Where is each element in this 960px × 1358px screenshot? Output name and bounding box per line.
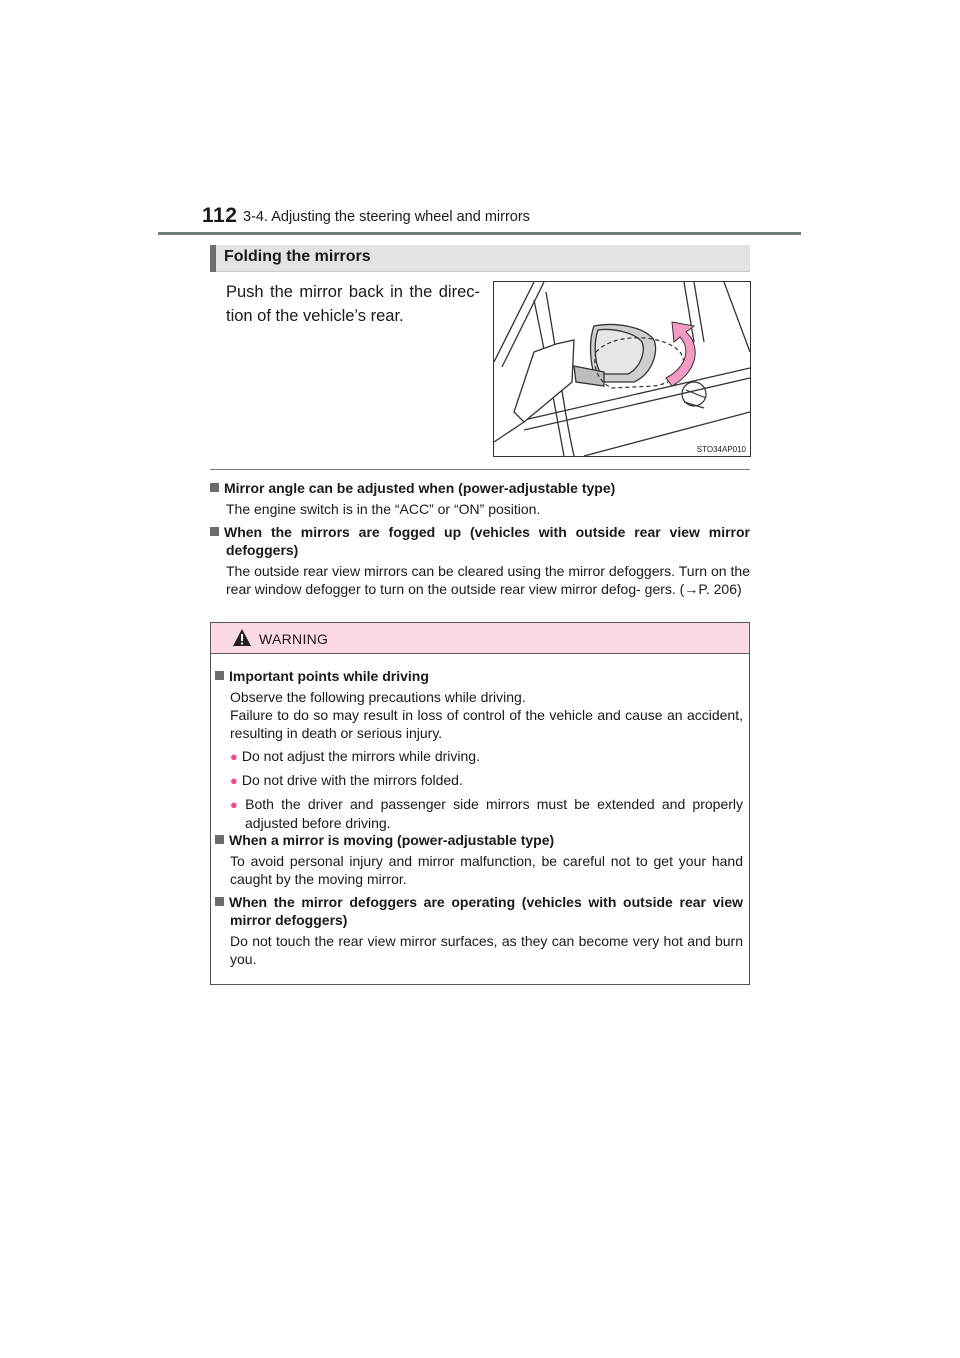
warning-label: WARNING xyxy=(259,631,329,647)
warning-item-1 xyxy=(215,667,743,832)
note-1 xyxy=(210,479,750,518)
header-divider xyxy=(158,232,801,235)
warning-item-heading: When the mirror defoggers are operating (vehicles with outside rear view mirror defoggers) xyxy=(215,893,743,929)
intro-text: Push the mirror back in the direc- tion of the vehicle’s rear. xyxy=(226,283,480,325)
warning-bullet: ● Both the driver and passenger side mirrors must be extended and properly adjusted before driving. xyxy=(230,796,743,831)
note-heading: When the mirrors are fogged up (vehicles with outside rear view mirror defoggers) xyxy=(210,523,750,559)
mirror-drawing xyxy=(494,282,750,456)
circle-bullet-icon: ● xyxy=(230,749,238,764)
warning-item-body: Do not touch the rear view mirror surfaces, as they can become very hot and burn you. xyxy=(230,933,743,967)
note-body: The outside rear view mirrors can be cleared using the mirror defoggers. Turn on the rear window defogger to turn on the outside rear view mirror defog- gers. (→P. 206) xyxy=(226,563,750,597)
warning-triangle-icon xyxy=(232,628,252,647)
mirror-folding-illustration xyxy=(493,281,751,457)
warning-item-body: Observe the following precautions while driving. xyxy=(230,689,526,705)
warning-item-3 xyxy=(215,893,743,968)
warning-item-heading: When a mirror is moving (power-adjustable type) xyxy=(215,831,743,849)
warning-box xyxy=(210,622,750,985)
square-bullet-icon xyxy=(210,527,219,536)
note-heading: Mirror angle can be adjusted when (power-adjustable type) xyxy=(210,479,750,497)
chapter-title: 3-4. Adjusting the steering wheel and mirrors xyxy=(243,209,530,225)
warning-item-heading: Important points while driving xyxy=(215,667,743,685)
note-2 xyxy=(210,523,750,598)
square-bullet-icon xyxy=(215,897,224,906)
square-bullet-icon xyxy=(215,671,224,680)
section-heading xyxy=(210,245,750,272)
square-bullet-icon xyxy=(210,483,219,492)
section-heading-bar xyxy=(210,245,216,272)
page-number: 112 xyxy=(202,204,238,227)
warning-header xyxy=(211,623,749,654)
warning-item-2 xyxy=(215,831,743,888)
circle-bullet-icon: ● xyxy=(230,797,242,812)
circle-bullet-icon: ● xyxy=(230,773,238,788)
note-body: The engine switch is in the “ACC” or “ON” position. xyxy=(226,501,541,517)
warning-bullet: ● Do not drive with the mirrors folded. xyxy=(230,772,463,788)
warning-item-body: Failure to do so may result in loss of control of the vehicle and cause an accident, resulting in death or serious injury. xyxy=(230,707,743,741)
square-bullet-icon xyxy=(215,835,224,844)
section-title: Folding the mirrors xyxy=(224,248,371,265)
warning-item-body: To avoid personal injury and mirror malfunction, be careful not to get your hand caught by the moving mirror. xyxy=(230,853,743,887)
section-divider xyxy=(210,469,750,470)
warning-bullet: ● Do not adjust the mirrors while driving. xyxy=(230,748,480,764)
figure-code: STO34AP010 xyxy=(696,445,746,454)
